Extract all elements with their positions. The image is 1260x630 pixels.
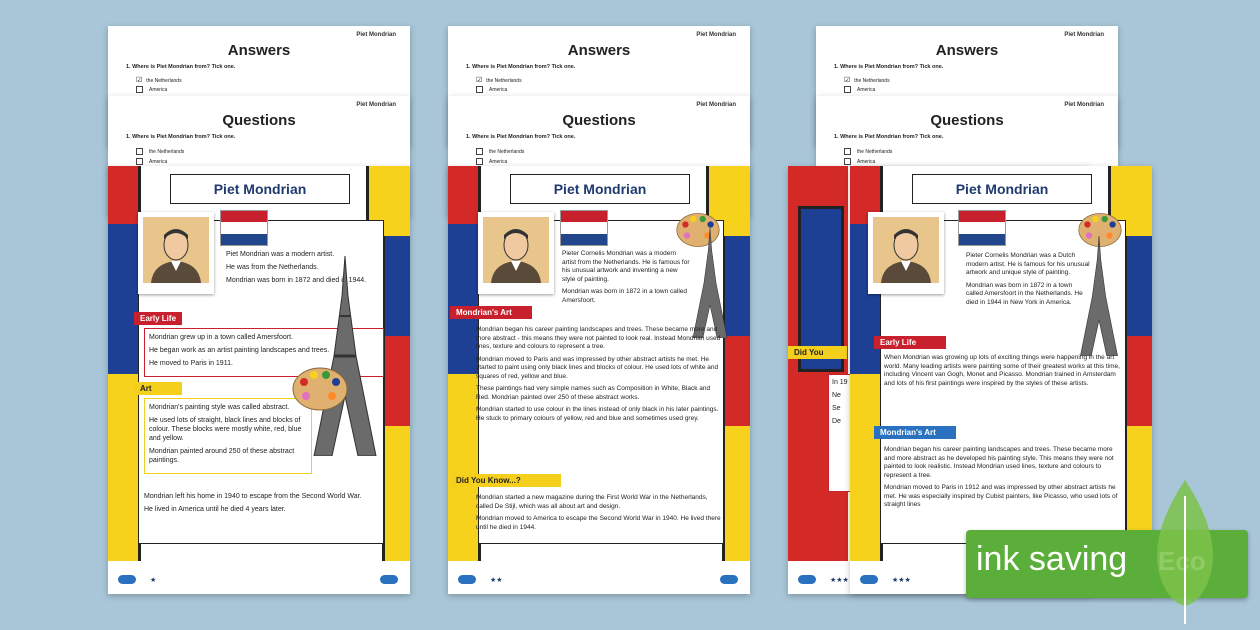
checkbox-icon bbox=[844, 86, 851, 93]
answers-title: Answers bbox=[935, 42, 999, 59]
header-tag: Piet Mondrian bbox=[696, 32, 736, 38]
option-netherlands: the Netherlands bbox=[844, 148, 892, 155]
option-america: America bbox=[844, 86, 875, 93]
difficulty-stars: ★★★ bbox=[892, 577, 911, 584]
twinkl-logo-icon bbox=[798, 575, 816, 584]
option-netherlands: the Netherlands bbox=[136, 148, 184, 155]
header-tag: Piet Mondrian bbox=[356, 32, 396, 38]
footer bbox=[448, 566, 750, 594]
header-tag: Piet Mondrian bbox=[1064, 32, 1104, 38]
did-you-know-label: Did You bbox=[788, 346, 847, 359]
end-text: Mondrian left his home in 1940 to escape from the Second World War. He lived in America until he died 4 years later. bbox=[144, 493, 362, 513]
difficulty-stars: ★★ bbox=[490, 577, 503, 584]
checkbox-icon bbox=[844, 148, 851, 155]
difficulty-stars: ★★★ bbox=[830, 577, 849, 584]
question-1: 1. Where is Piet Mondrian from? Tick one. bbox=[466, 64, 576, 70]
early-life-text: When Mondrian was growing up lots of exciting things were happening in the art world. Many leading artists were painting some of their greatest works at this time, including Vincent van Gogh, Monet and Picasso. Mondrian trained in Amsterdam and lots of his first paintings were inspired by the styles of these artists. bbox=[884, 354, 1120, 387]
answers-title: Answers bbox=[227, 42, 291, 59]
checkbox-icon bbox=[136, 148, 143, 155]
portrait-photo bbox=[138, 212, 214, 294]
twinkl-logo-icon bbox=[720, 575, 738, 584]
art-text: Mondrian began his career painting landscapes and trees. These became more and more abstract - this means they were not painted to look real. Instead Mondrian used lines, texture and colours to represent a tree. Mondrian moved to Paris and was impressed by other abstract artists he met. He started to paint using only black lines and blocks of colour. He used lots of white and squares of red, yellow and blue. These paintings had very simple names such as Composition in White, Black and Red. Mondrian painted over 250 of these abstract works. Mondrian started to use colour in the lines instead of only black in his later paintings. He stuck to primary colours of yellow, red and blue and sometimes used grey. bbox=[476, 326, 721, 422]
main-title: Piet Mondrian bbox=[170, 174, 350, 204]
twinkl-logo-icon bbox=[458, 575, 476, 584]
header-tag: Piet Mondrian bbox=[356, 102, 396, 108]
palette-icon bbox=[292, 366, 348, 412]
difficulty-stars: ★ bbox=[150, 577, 157, 584]
tick-icon: ☑ bbox=[476, 77, 483, 84]
netherlands-flag-icon bbox=[958, 210, 1006, 246]
option-netherlands: ☑ the Netherlands bbox=[476, 77, 522, 84]
footer bbox=[108, 566, 410, 594]
early-life-text: Mondrian grew up in a town called Amersfoort. He began work as an artist painting landscapes and trees. He moved to Paris in 1911. bbox=[144, 328, 384, 377]
did-you-know-text: Mondrian started a new magazine during the First World War in the Netherlands, called De Stijl, which was all about art and design. Mondrian moved to America to escape the Second World War in 1940. He lived there until he died in 1944. bbox=[476, 494, 721, 531]
option-america: America bbox=[136, 86, 167, 93]
option-america: America bbox=[136, 158, 167, 165]
option-netherlands: ☑ the Netherlands bbox=[844, 77, 890, 84]
checkbox-icon bbox=[136, 158, 143, 165]
question-1: 1. Where is Piet Mondrian from? Tick one. bbox=[834, 64, 944, 70]
art-text: Mondrian began his career painting landscapes and trees. These became more and more abstract as he developed his painting style. This means they were not painted to look realistic. Instead Mondrian used lines, texture and colours to represent a tree. Mondrian moved to Paris in 1912 and was impressed by other abstract artists he met. He was especially inspired by Cubist painters, like Picasso, who used lots of straight lines bbox=[884, 446, 1118, 508]
eco-leaf-icon bbox=[1146, 476, 1224, 626]
checkbox-icon bbox=[136, 86, 143, 93]
portrait-photo bbox=[868, 212, 944, 294]
eiffel-tower-icon bbox=[690, 228, 730, 338]
question-1: 1. Where is Piet Mondrian from? Tick one. bbox=[466, 134, 576, 140]
option-netherlands: ☑ the Netherlands bbox=[136, 77, 182, 84]
question-1: 1. Where is Piet Mondrian from? Tick one. bbox=[834, 134, 944, 140]
tick-icon: ☑ bbox=[136, 77, 143, 84]
art-label: Art bbox=[134, 382, 182, 395]
option-america: America bbox=[844, 158, 875, 165]
questions-title: Questions bbox=[930, 112, 1004, 129]
questions-title: Questions bbox=[222, 112, 296, 129]
early-life-label: Early Life bbox=[134, 312, 182, 325]
checkbox-icon bbox=[476, 86, 483, 93]
checkbox-icon bbox=[476, 148, 483, 155]
early-life-label: Early Life bbox=[874, 336, 946, 349]
question-1: 1. Where is Piet Mondrian from? Tick one. bbox=[126, 134, 236, 140]
option-america: America bbox=[476, 86, 507, 93]
checkbox-icon bbox=[476, 158, 483, 165]
main-title: Piet Mondrian bbox=[912, 174, 1092, 204]
twinkl-logo-icon bbox=[860, 575, 878, 584]
twinkl-logo-icon bbox=[118, 575, 136, 584]
checkbox-icon bbox=[844, 158, 851, 165]
option-netherlands: the Netherlands bbox=[476, 148, 524, 155]
questions-title: Questions bbox=[562, 112, 636, 129]
twinkl-logo-icon bbox=[380, 575, 398, 584]
mondrians-art-label: Mondrian's Art bbox=[450, 306, 532, 319]
art-text: Mondrian's painting style was called abstract. He used lots of straight, black lines and blocks of colour. These blocks were mostly white, red, blue and yellow. Mondrian painted around 250 of these abstract paintings. bbox=[144, 398, 312, 474]
portrait-photo bbox=[478, 212, 554, 294]
eiffel-tower-icon bbox=[312, 256, 378, 456]
netherlands-flag-icon bbox=[220, 210, 268, 246]
answers-title: Answers bbox=[567, 42, 631, 59]
main-title: Piet Mondrian bbox=[510, 174, 690, 204]
fact-sheet-2 bbox=[448, 166, 750, 594]
mondrians-art-label: Mondrian's Art bbox=[874, 426, 956, 439]
intro-text: Piet Mondrian was a modern artist. He was from the Netherlands. Mondrian was born in 1872 and died in 1944. bbox=[226, 251, 367, 284]
ink-saving-label: ink saving bbox=[976, 540, 1128, 578]
tick-icon: ☑ bbox=[844, 77, 851, 84]
intro-text: Pieter Cornelis Mondrian was a modern artist from the Netherlands. He is famous for his unusual artwork and inventing a new style of painting. Mondrian was born in 1872 in a town called Amersfoort. bbox=[562, 250, 690, 304]
netherlands-flag-icon bbox=[560, 210, 608, 246]
intro-text: Pieter Cornelis Mondrian was a Dutch modern artist. He is famous for his unusual artwork and unique style of painting. Mondrian was born in 1872 in a town called Amersfoort in the Netherlands. He died in 1944 in New York in America. bbox=[966, 252, 1090, 306]
header-tag: Piet Mondrian bbox=[696, 102, 736, 108]
header-tag: Piet Mondrian bbox=[1064, 102, 1104, 108]
did-you-know-label: Did You Know...? bbox=[450, 474, 561, 487]
fact-sheet-1 bbox=[108, 166, 410, 594]
question-1: 1. Where is Piet Mondrian from? Tick one. bbox=[126, 64, 236, 70]
behind-text: In 19 Ne Se De bbox=[828, 374, 866, 492]
option-america: America bbox=[476, 158, 507, 165]
